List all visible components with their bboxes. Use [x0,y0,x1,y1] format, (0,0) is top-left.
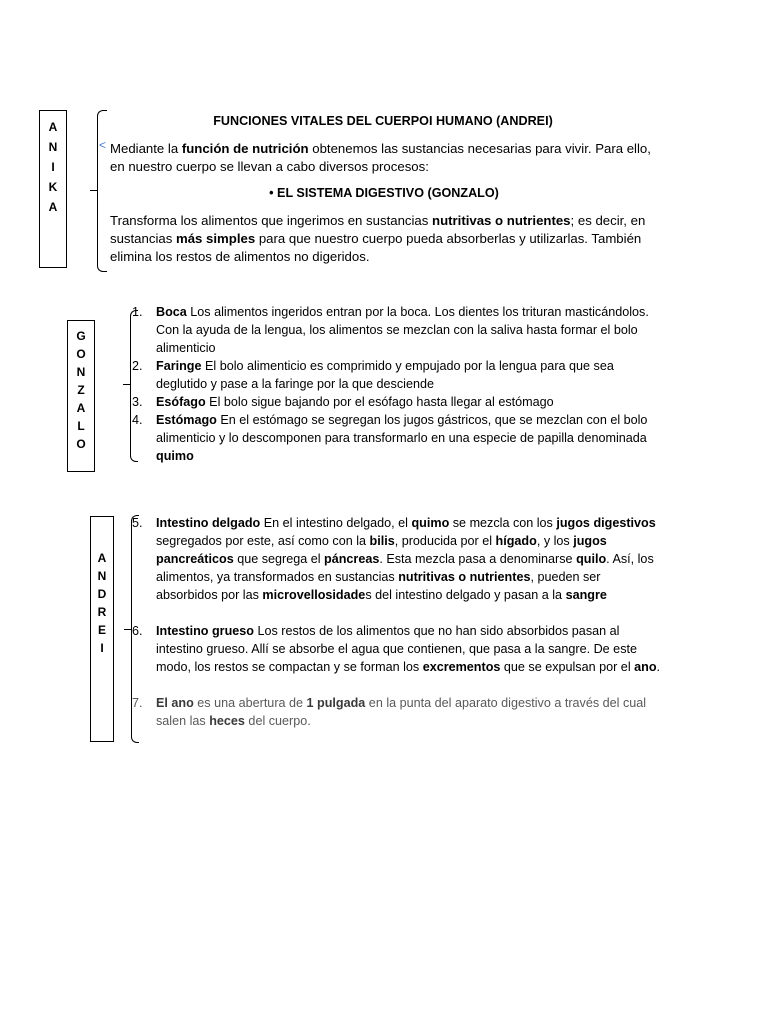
name-letter: Z [77,383,85,397]
list-item-text [156,305,649,355]
text-run: que se expulsan por el [500,660,635,674]
list-item-text [156,624,660,674]
bold-term: quimo [156,449,194,463]
list-number: 4. [132,413,143,427]
bold-term: quimo [411,516,450,530]
name-letter: G [76,329,86,343]
text-run: del cuerpo. [244,714,311,728]
bold-term: nutritivas o nutrientes [432,213,571,228]
name-letter: I [51,160,55,174]
text-run: En el intestino delgado, el [260,516,412,530]
name-box-anika [39,110,67,268]
bold-term: excrementos [422,660,501,674]
text-run: El bolo alimenticio es comprimido y empujado por la lengua para que sea deglutido y pase a la faringe por la que desciende [156,359,614,391]
name-letter: A [97,551,107,565]
text-run: Los restos de los alimentos que no han sido absorbidos pasan al intestino grueso. Allí se absorbe el agua que contienen, que pasa a la sangre. De este modo, los restos se compactan y se forman los [156,624,637,674]
name-letter: K [48,180,58,194]
text-run: . [656,660,661,674]
bracket-gonzalo [130,310,138,462]
bold-term: jugos digestivos [556,516,656,530]
name-letter: O [76,347,86,361]
text-run: obtenemos las sustancias necesarias para vivir. Para ello, en nuestro cuerpo se llevan a cabo diversos procesos: [110,141,651,174]
text-run: es una abertura de [193,696,307,710]
list-item [132,303,656,357]
text-run: segregados por este, así como con la [156,534,370,548]
bold-term: sangre [565,588,607,602]
list-item [132,357,656,393]
text-run: que segrega el [233,552,325,566]
name-letter: A [76,401,86,415]
bold-term: El ano [156,696,194,710]
list-item-text [156,359,614,391]
cursor-mark-icon: < [99,138,107,152]
list-number: 3. [132,395,143,409]
name-letter: I [100,641,104,655]
list-item [132,411,656,465]
text-run: . Esta mezcla pasa a denominarse [379,552,577,566]
name-letter: N [76,365,86,379]
name-box-gonzalo [67,320,95,472]
list-number: 1. [132,305,143,319]
list-number: 6. [132,624,143,638]
list-item-text [156,413,647,463]
bold-term: más simples [175,231,256,246]
name-letter: A [48,200,58,214]
list-number: 7. [132,696,143,710]
text-run: El bolo sigue bajando por el esófago hasta llegar al estómago [205,395,554,409]
list-item-text [156,516,656,602]
name-box-andrei [90,516,114,742]
bold-term: ano [634,660,657,674]
text-run: Mediante la [110,141,182,156]
bracket-anika [97,110,107,272]
digestive-system-description [110,212,658,266]
text-run: ; es decir, en sustancias [110,213,646,246]
text-run: Los alimentos ingeridos entran por la boca. Los dientes los trituran masticándolos. Con la ayuda de la lengua, los alimentos se mezclan con la saliva hasta formar el bolo alimenticio [156,305,649,355]
document-title: FUNCIONES VITALES DEL CUERPOI HUMANO (ANDREI) [213,114,553,128]
list-item [132,393,656,411]
name-letters [49,117,58,217]
list-item [132,514,662,604]
name-letter: L [77,419,85,433]
bold-term: Intestino grueso [156,624,254,638]
intro-paragraph [110,140,658,176]
bold-term: Faringe [156,359,202,373]
bold-term: bilis [369,534,395,548]
bold-term: Esófago [156,395,206,409]
name-letters [98,549,107,657]
text-run: s del intestino delgado y pasan a la [365,588,566,602]
text-run: Transforma los alimentos que ingerimos en sustancias [110,213,433,228]
name-letter: A [48,120,58,134]
text-run: , pueden ser absorbidos por las [156,570,601,602]
text-run: . Así, los alimentos, ya transformados en sustancias [156,552,654,584]
bold-term: heces [209,714,245,728]
list-item-text [156,395,554,409]
list-number: 5. [132,516,143,530]
text-run: para que nuestro cuerpo pueda absorberlas y utilizarlas. También elimina los restos de alimentos no digeridos. [110,231,642,264]
list-item [132,622,662,676]
bold-term: Intestino delgado [156,516,261,530]
text-run: , producida por el [394,534,496,548]
name-letter: N [48,140,58,154]
text-run: En el estómago se segregan los jugos gástricos, que se mezclan con el bolo alimenticio y lo descomponen para transformarlo en una especie de papilla denominada [156,413,648,445]
bold-term: 1 pulgada [306,696,366,710]
list-item [132,694,662,730]
bold-term: páncreas [324,552,380,566]
text-run: en la punta del aparato digestivo a través del cual salen las [156,696,647,728]
name-letter: E [97,623,106,637]
digestive-steps-list-1 [132,303,656,465]
text-run: se mezcla con los [449,516,557,530]
bold-term: Boca [156,305,187,319]
list-item-text [156,696,646,728]
text-run: , y los [536,534,574,548]
bold-term: jugos pancreáticos [156,534,607,566]
list-number: 2. [132,359,143,373]
bold-term: nutritivas o nutrientes [398,570,531,584]
name-letter: N [97,569,107,583]
name-letter: O [76,437,86,451]
bold-term: hígado [495,534,537,548]
bold-term: microvellosidade [262,588,366,602]
bold-term: función de nutrición [181,141,309,156]
bold-term: Estómago [156,413,217,427]
name-letters [76,327,85,453]
digestive-system-heading: • EL SISTEMA DIGESTIVO (GONZALO) [269,186,499,200]
name-letter: R [97,605,107,619]
bold-term: quilo [576,552,607,566]
name-letter: D [97,587,107,601]
digestive-steps-list-2 [132,514,662,730]
